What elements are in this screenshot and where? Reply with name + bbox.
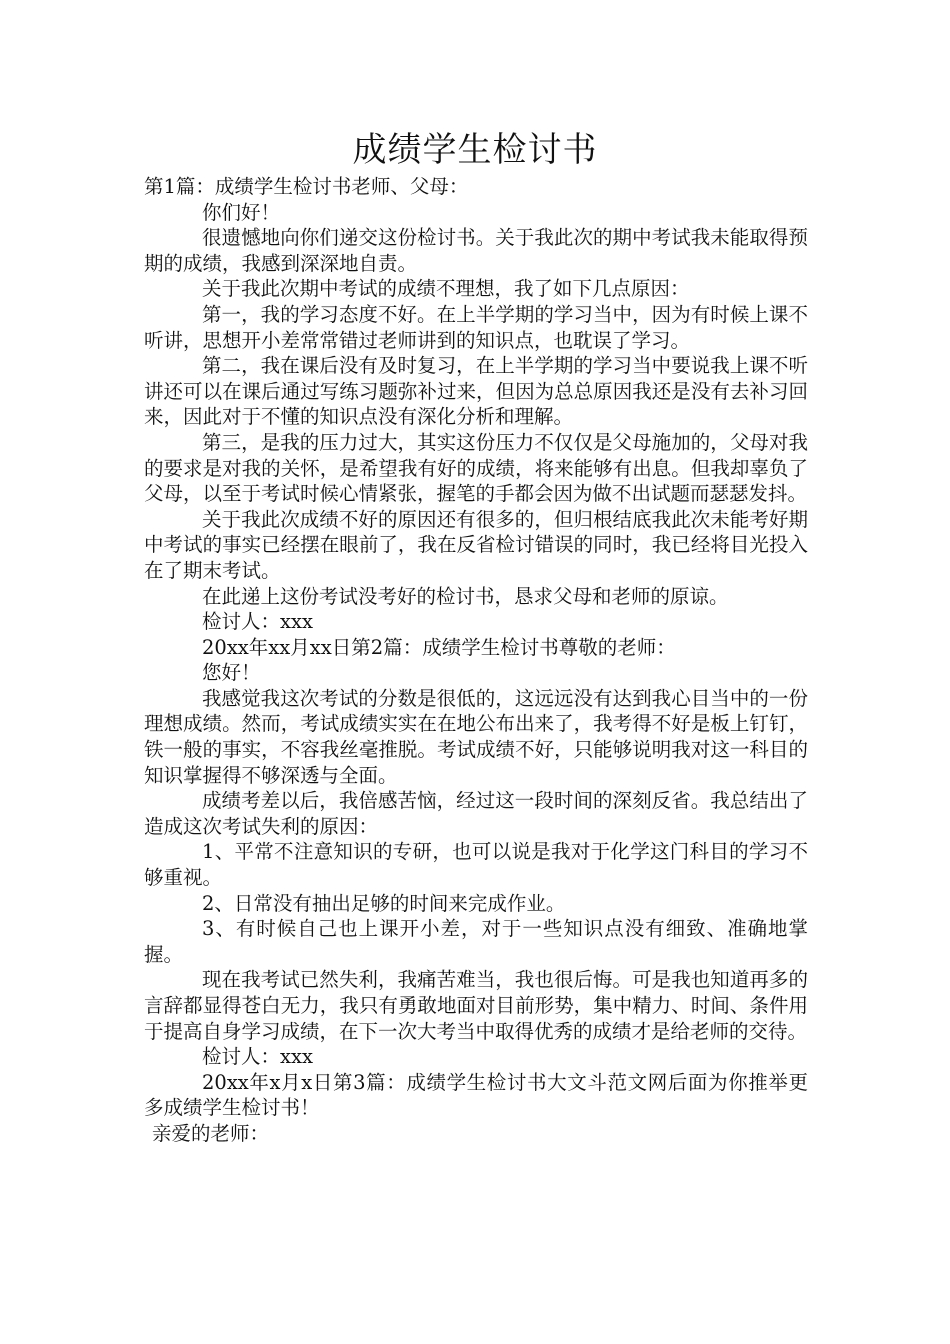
paragraph: 第一，我的学习态度不好。在上半学期的学习当中，因为有时候上课不听讲，思想开小差常常错过老师讲到的知识点，也耽误了学习。 [144,302,808,352]
signature-line: 检讨人：xxx [202,610,313,634]
paragraph: 第三，是我的压力过大，其实这份压力不仅仅是父母施加的，父母对我的要求是对我的关怀，是希望我有好的成绩，将来能够有出息。但我却辜负了父母，以至于考试时候心情紧张，握笔的手都会因为做不出试题而瑟瑟发抖。 [144,430,808,506]
paragraph: 我感觉我这次考试的分数是很低的，这远远没有达到我心目当中的一份理想成绩。然而，考试成绩实实在在地公布出来了，我考得不好是板上钉钉，铁一般的事实，不容我丝毫推脱。考试成绩不好，只能够说明我对这一科目的知识掌握得不够深透与全面。 [144,686,808,787]
paragraph: 现在我考试已然失利，我痛苦难当，我也很后悔。可是我也知道再多的言辞都显得苍白无力，我只有勇敢地面对目前形势，集中精力、时间、条件用于提高自身学习成绩，在下一次大考当中取得优秀的成绩才是给老师的交待。 [144,968,808,1043]
paragraph: 很遗憾地向你们递交这份检讨书。关于我此次的期中考试我未能取得预期的成绩，我感到深深地自责。 [144,226,808,275]
signature-line: 检讨人：xxx [202,1045,313,1069]
paragraph: 第二，我在课后没有及时复习，在上半学期的学习当中要说我上课不听讲还可以在课后通过写练习题弥补过来，但因为总总原因我还是没有去补习回来，因此对于不懂的知识点没有深化分析和理解。 [144,354,808,429]
list-item: 1、平常不注意知识的专研，也可以说是我对于化学这门科目的学习不够重视。 [144,840,808,890]
paragraph: 您好！ [202,661,261,685]
document-title: 成绩学生检讨书 [352,130,598,170]
document-body [144,174,808,1147]
paragraph: 关于我此次成绩不好的原因还有很多的，但归根结底我此次未能考好期中考试的事实已经摆在眼前了，我在反省检讨错误的同时，我已经将目光投入在了期末考试。 [144,507,808,582]
paragraph: 在此递上这份考试没考好的检讨书，恳求父母和老师的原谅。 [202,584,729,608]
salutation: 亲爱的老师： [152,1121,270,1145]
date-and-section-heading: 20xx年x月x日第3篇：成绩学生检讨书大文斗范文网后面为你推举更多成绩学生检讨书！ [144,1070,808,1120]
paragraph: 第1篇：成绩学生检讨书老师、父母： [144,175,469,198]
paragraph: 你们好！ [202,200,281,224]
paragraph: 成绩考差以后，我倍感苦恼，经过这一段时间的深刻反省。我总结出了造成这次考试失利的原因： [144,789,808,838]
date-and-section-heading: 20xx年xx月xx日第2篇：成绩学生检讨书尊敬的老师： [202,635,676,659]
list-item: 3、有时候自己也上课开小差，对于一些知识点没有细致、准确地掌握。 [144,917,808,966]
list-item: 2、日常没有抽出足够的时间来完成作业。 [202,891,566,915]
paragraph: 关于我此次期中考试的成绩不理想，我了如下几点原因： [202,277,690,301]
